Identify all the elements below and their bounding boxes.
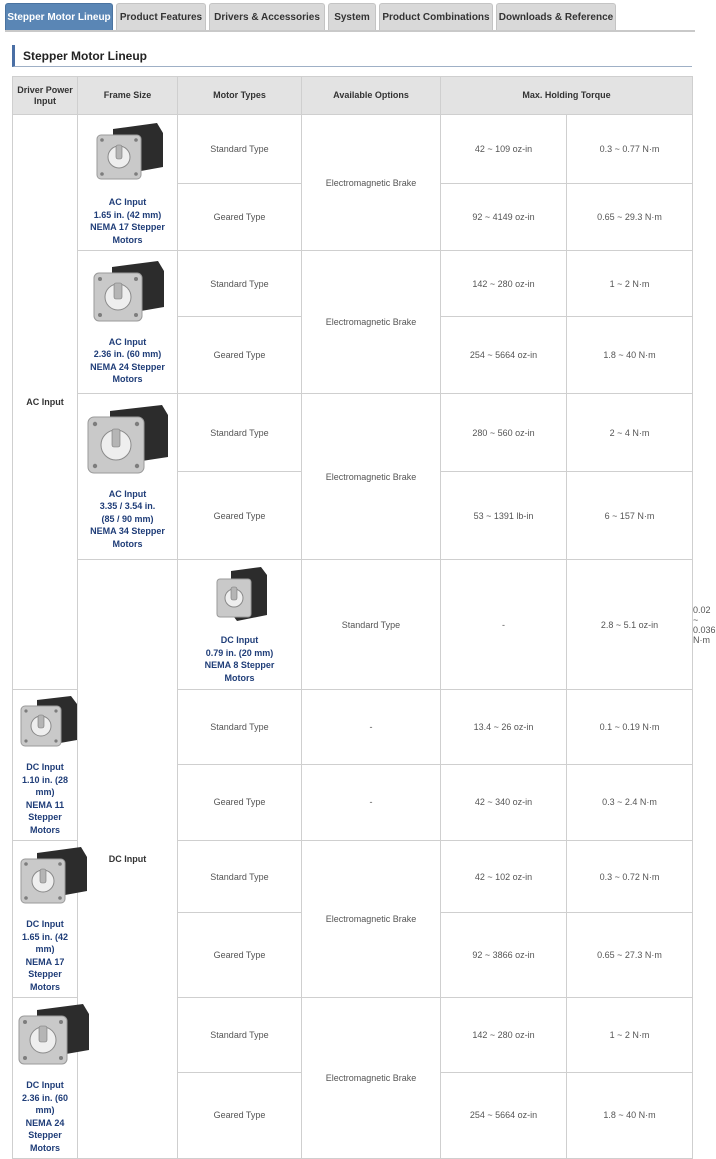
option-cell: -: [441, 560, 567, 690]
torque-imperial-cell: 254 ~ 5664 oz-in: [441, 1072, 567, 1158]
frame-cell: [78, 251, 178, 394]
frame-label: AC Input 3.35 / 3.54 in. (85 / 90 mm) NEMA 34 Stepper Motors: [90, 488, 165, 549]
section-title: Stepper Motor Lineup: [12, 45, 692, 67]
torque-imperial-cell: 53 ~ 1391 lb-in: [441, 472, 567, 560]
frame-label: DC Input 1.10 in. (28 mm) NEMA 11 Stepper Motors: [21, 762, 69, 835]
torque-metric-cell: 1.8 ~ 40 N·m: [567, 1072, 693, 1158]
motor-type-cell: Geared Type: [178, 764, 302, 840]
motor-type-cell: Standard Type: [178, 690, 302, 765]
motor-type-cell: Geared Type: [178, 1072, 302, 1158]
tab-system[interactable]: System: [328, 3, 376, 31]
option-cell: Electromagnetic Brake: [302, 841, 441, 998]
frame-cell: [13, 998, 78, 1159]
torque-metric-cell: 0.3 ~ 0.72 N·m: [567, 841, 693, 913]
option-cell: Electromagnetic Brake: [302, 998, 441, 1159]
frame-label: AC Input 1.65 in. (42 mm) NEMA 17 Stepper Motors: [90, 197, 165, 245]
option-cell: Electromagnetic Brake: [302, 394, 441, 560]
table-row: [13, 115, 693, 184]
motor-type-cell: Geared Type: [178, 317, 302, 394]
tab-drivers-accessories[interactable]: Drivers & Accessories: [209, 3, 325, 31]
motor-type-cell: Geared Type: [178, 183, 302, 251]
torque-imperial-cell: 42 ~ 102 oz-in: [441, 841, 567, 913]
table-row: DC Input DC Input 0.79 in. (20 mm) NEMA 8 Stepper Motors Standard Type - 2.8 ~ 5.1 oz-in 0.02 ~ 0.036 N·m: [13, 560, 693, 690]
header-max-holding-torque: Max. Holding Torque: [441, 77, 693, 115]
table-row: [13, 394, 693, 472]
tab-product-features[interactable]: Product Features: [116, 3, 206, 31]
frame-label: DC Input 2.36 in. (60 mm) NEMA 24 Stepper Motors: [21, 1080, 69, 1153]
tab-bar: [5, 3, 695, 31]
table-row: [13, 251, 693, 317]
torque-metric-cell: 0.3 ~ 0.77 N·m: [567, 115, 693, 184]
torque-metric-cell: 0.65 ~ 27.3 N·m: [567, 913, 693, 998]
stepper-motor-icon: [15, 845, 89, 913]
torque-imperial-cell: 2.8 ~ 5.1 oz-in: [567, 560, 693, 690]
option-cell: -: [302, 764, 441, 840]
motor-type-cell: Standard Type: [178, 394, 302, 472]
frame-cell: [13, 841, 78, 998]
header-frame-size: Frame Size: [78, 77, 178, 115]
motor-type-cell: Standard Type: [178, 998, 302, 1073]
stepper-motor-icon: [91, 119, 165, 191]
frame-cell: [78, 115, 178, 251]
frame-cell: [13, 690, 78, 841]
frame-label: DC Input 0.79 in. (20 mm) NEMA 8 Stepper Motors: [204, 635, 275, 683]
stepper-lineup-table: [12, 76, 716, 1159]
torque-imperial-cell: 280 ~ 560 oz-in: [441, 394, 567, 472]
torque-metric-cell: 0.3 ~ 2.4 N·m: [567, 764, 693, 840]
torque-imperial-cell: 142 ~ 280 oz-in: [441, 251, 567, 317]
stepper-motor-icon: [15, 1002, 91, 1074]
stepper-motor-icon: [209, 565, 271, 629]
motor-type-cell: Standard Type: [178, 115, 302, 184]
torque-metric-cell: 6 ~ 157 N·m: [567, 472, 693, 560]
torque-imperial-cell: 42 ~ 340 oz-in: [441, 764, 567, 840]
stepper-motor-icon: [86, 403, 170, 483]
header-driver-power-input: Driver Power Input: [13, 77, 78, 115]
torque-metric-cell: 1.8 ~ 40 N·m: [567, 317, 693, 394]
stepper-motor-icon: [15, 694, 81, 756]
torque-metric-cell: 2 ~ 4 N·m: [567, 394, 693, 472]
motor-type-cell: Standard Type: [178, 841, 302, 913]
tab-divider: [5, 30, 695, 32]
tab-product-combinations[interactable]: Product Combinations: [379, 3, 493, 31]
power-group-ac: AC Input: [13, 115, 78, 690]
frame-cell: [178, 560, 302, 690]
option-cell: Electromagnetic Brake: [302, 115, 441, 251]
table-header-row: [13, 77, 693, 115]
torque-imperial-cell: 92 ~ 4149 oz-in: [441, 183, 567, 251]
header-available-options: Available Options: [302, 77, 441, 115]
torque-imperial-cell: 13.4 ~ 26 oz-in: [441, 690, 567, 765]
stepper-motor-icon: [90, 259, 166, 331]
torque-metric-cell: 1 ~ 2 N·m: [567, 998, 693, 1073]
tab-downloads-reference[interactable]: Downloads & Reference: [496, 3, 616, 31]
motor-type-cell: Geared Type: [178, 472, 302, 560]
frame-label: AC Input 2.36 in. (60 mm) NEMA 24 Stepper Motors: [90, 336, 165, 384]
torque-imperial-cell: 42 ~ 109 oz-in: [441, 115, 567, 184]
torque-metric-cell: 0.65 ~ 29.3 N·m: [567, 183, 693, 251]
motor-type-cell: Standard Type: [178, 251, 302, 317]
header-motor-types: Motor Types: [178, 77, 302, 115]
torque-metric-cell: 0.1 ~ 0.19 N·m: [567, 690, 693, 765]
tab-stepper-motor-lineup[interactable]: Stepper Motor Lineup: [5, 3, 113, 31]
motor-type-cell: Geared Type: [178, 913, 302, 998]
torque-imperial-cell: 142 ~ 280 oz-in: [441, 998, 567, 1073]
power-group-dc: DC Input: [78, 560, 178, 1159]
torque-metric-cell: 1 ~ 2 N·m: [567, 251, 693, 317]
torque-imperial-cell: 254 ~ 5664 oz-in: [441, 317, 567, 394]
motor-type-cell: Standard Type: [302, 560, 441, 690]
option-cell: -: [302, 690, 441, 765]
frame-cell: [78, 394, 178, 560]
frame-label: DC Input 1.65 in. (42 mm) NEMA 17 Stepper Motors: [21, 919, 69, 992]
option-cell: Electromagnetic Brake: [302, 251, 441, 394]
torque-imperial-cell: 92 ~ 3866 oz-in: [441, 913, 567, 998]
